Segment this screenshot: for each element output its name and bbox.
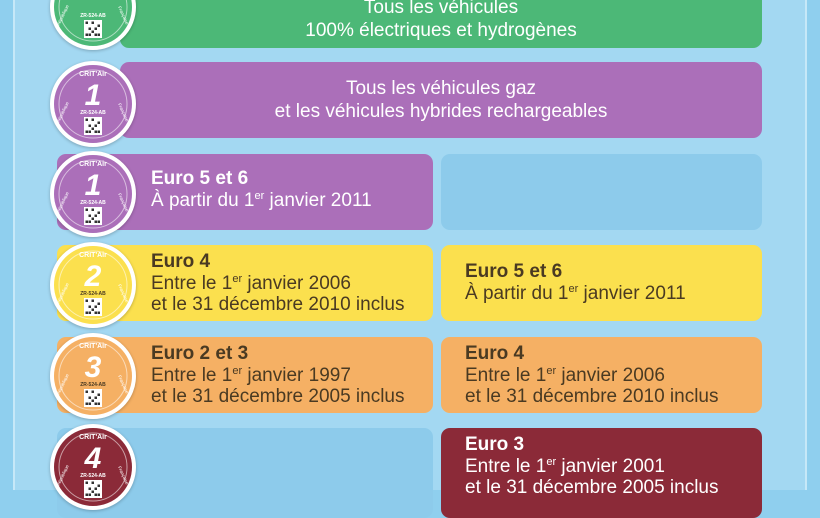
badge-number: 4 (84, 442, 102, 475)
badge-side-left-text: République (55, 190, 70, 214)
critair-sticker-graphic (50, 151, 136, 237)
badge-side-left-text: République (55, 463, 70, 487)
badge-brand-text: CRIT'Air (79, 252, 107, 259)
badge-plate-text: ZR-524-AB (80, 200, 106, 206)
badge-side-right-text: Française (116, 102, 130, 123)
critair4-diesel-title: Euro 3 (465, 434, 525, 455)
row-electric-box (120, 0, 762, 48)
badge-number: 3 (84, 351, 102, 384)
critair2-petrol-end: et le 31 décembre 2010 inclus (151, 294, 405, 315)
row-electric-line1: Tous les véhicules (363, 0, 519, 18)
critair3-petrol-date: Entre le 1er janvier 1997 (151, 364, 351, 386)
critair-sticker-graphic (50, 0, 136, 50)
critair3-petrol-end: et le 31 décembre 2005 inclus (151, 386, 405, 407)
critair1-date: À partir du 1er janvier 2011 (151, 189, 372, 211)
critair1-title: Euro 5 et 6 (151, 168, 249, 189)
panel-border-left (13, 0, 15, 490)
badge-side-left-text: République (55, 372, 70, 396)
badge-side-left-text: République (55, 3, 70, 27)
critair2-petrol-date: Entre le 1er janvier 2006 (151, 272, 351, 294)
badge-side-right-text: Française (116, 5, 130, 26)
badge-side-right-text: Française (116, 283, 130, 304)
badge-brand-text: CRIT'Air (79, 71, 107, 78)
critair3-petrol-title: Euro 2 et 3 (151, 343, 249, 364)
row-gas-line1: Tous les véhicules gaz (345, 78, 537, 99)
badge-plate-text: ZR-524-AB (80, 382, 106, 388)
critair-sticker-graphic (50, 242, 136, 328)
critair-badge-1-euro (50, 151, 136, 237)
badge-plate-text: ZR-524-AB (80, 110, 106, 116)
critair-sticker-graphic (50, 424, 136, 510)
critair2-diesel-box (441, 245, 762, 321)
row-gas-hybrid-box (120, 62, 762, 138)
critair2-diesel-date: À partir du 1er janvier 2011 (465, 282, 686, 304)
badge-number: 1 (84, 79, 102, 112)
badge-side-right-text: Française (116, 465, 130, 486)
badge-number: 1 (84, 169, 102, 202)
badge-side-left-text: République (55, 281, 70, 305)
badge-number: 2 (84, 260, 102, 293)
critair-badge-3 (50, 333, 136, 419)
badge-side-left-text: République (55, 100, 70, 124)
critair-sticker-graphic (50, 333, 136, 419)
row-gas-line2: et les véhicules hybrides rechargeables (274, 101, 608, 122)
panel-border-right (805, 0, 807, 490)
critair3-diesel-end: et le 31 décembre 2010 inclus (465, 386, 719, 407)
critair4-diesel-date: Entre le 1er janvier 2001 (465, 455, 665, 477)
row-electric-line2: 100% électriques et hydrogènes (305, 20, 577, 41)
badge-plate-text: ZR-524-AB (80, 13, 106, 19)
critair-badge-2 (50, 242, 136, 328)
badge-brand-text: CRIT'Air (79, 161, 107, 168)
badge-plate-text: ZR-524-AB (80, 473, 106, 479)
critair4-diesel-end: et le 31 décembre 2005 inclus (465, 477, 719, 498)
badge-plate-text: ZR-524-AB (80, 291, 106, 297)
critair3-diesel-date: Entre le 1er janvier 2006 (465, 364, 665, 386)
critair2-diesel-title: Euro 5 et 6 (465, 261, 563, 282)
critair3-diesel-box (441, 337, 762, 413)
badge-side-right-text: Française (116, 192, 130, 213)
critair2-petrol-title: Euro 4 (151, 251, 211, 272)
critair-badge-0 (50, 0, 136, 50)
badge-side-right-text: Française (116, 374, 130, 395)
badge-brand-text: CRIT'Air (79, 434, 107, 441)
badge-brand-text: CRIT'Air (79, 343, 107, 350)
critair-badge-4 (50, 424, 136, 510)
critair3-diesel-title: Euro 4 (465, 343, 525, 364)
critair-sticker-graphic (50, 61, 136, 147)
critair4-diesel-box (441, 428, 762, 518)
critair1-diesel-empty (441, 154, 762, 230)
critair-badge-1 (50, 61, 136, 147)
